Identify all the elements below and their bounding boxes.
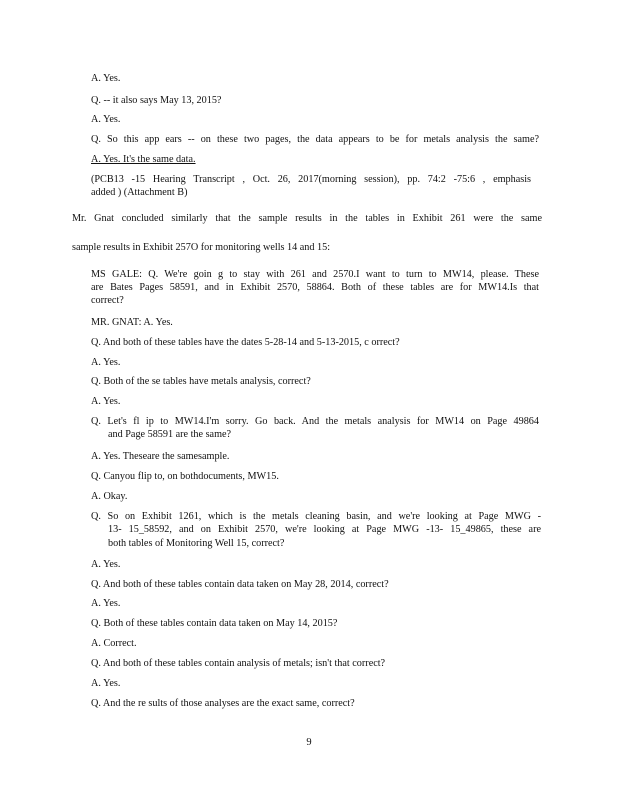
answer-line: A. Yes.	[91, 559, 121, 570]
question-line: Q. Canyou flip to, on bothdocuments, MW15.	[91, 471, 279, 482]
question-line: Q. And both of these tables contain data taken on May 28, 2014, correct?	[91, 579, 389, 590]
citation-line: (PCB13 -15 Hearing Transcript , Oct. 26, 2017(morning session), pp. 74:2 -75:6 , emphasis	[91, 174, 531, 185]
answer-line: A. Yes.	[91, 73, 121, 84]
question-line: both tables of Monitoring Well 15, correct?	[108, 538, 285, 549]
question-line: correct?	[91, 295, 124, 306]
question-line: 13- 15_58592, and on Exhibit 2570, we're looking at Page MWG -13- 15_49865, these are	[108, 524, 541, 535]
question-line: are Bates Pages 58591, and in Exhibit 2570, 58864. Both of these tables are for MW14.Is that	[91, 282, 539, 293]
question-line: Q. And both of these tables contain analysis of metals; isn't that correct?	[91, 658, 386, 669]
question-line: and Page 58591 are the same?	[108, 429, 232, 440]
citation-line: added ) (Attachment B)	[91, 187, 188, 198]
answer-line: MR. GNAT: A. Yes.	[91, 317, 173, 328]
answer-line: A. Yes.	[91, 598, 121, 609]
question-line: Q. Both of these tables contain data taken on May 14, 2015?	[91, 618, 338, 629]
answer-line: A. Okay.	[91, 491, 128, 502]
body-paragraph-line: sample results in Exhibit 257O for monitoring wells 14 and 15:	[72, 242, 331, 253]
question-line: Q. Let's fl ip to MW14.I'm sorry. Go back. And the metals analysis for MW14 on Page 49864	[91, 416, 539, 427]
answer-line: A. Yes.	[91, 678, 121, 689]
question-line: Q. And the re sults of those analyses are the exact same, correct?	[91, 698, 355, 709]
page-number: 9	[306, 737, 312, 748]
answer-line-emphasized: A. Yes. It's the same data.	[91, 154, 196, 165]
answer-line: A. Yes.	[91, 114, 121, 125]
question-line: Q. And both of these tables have the dates 5-28-14 and 5-13-2015, c orrect?	[91, 337, 400, 348]
question-line: Q. Both of the se tables have metals analysis, correct?	[91, 376, 311, 387]
question-line: Q. So this app ears -- on these two pages, the data appears to be for metals analysis the same?	[91, 134, 539, 145]
question-line: Q. -- it also says May 13, 2015?	[91, 95, 222, 106]
answer-line: A. Yes.	[91, 357, 121, 368]
answer-line: A. Yes. Theseare the samesample.	[91, 451, 230, 462]
body-paragraph-line: Mr. Gnat concluded similarly that the sample results in the tables in Exhibit 261 were the same	[72, 213, 542, 224]
question-line: MS GALE: Q. We're goin g to stay with 261 and 2570.I want to turn to MW14, please. These	[91, 269, 539, 280]
question-line: Q. So on Exhibit 1261, which is the metals cleaning basin, and we're looking at Page MWG -	[91, 511, 541, 522]
answer-line: A. Correct.	[91, 638, 137, 649]
answer-line: A. Yes.	[91, 396, 121, 407]
